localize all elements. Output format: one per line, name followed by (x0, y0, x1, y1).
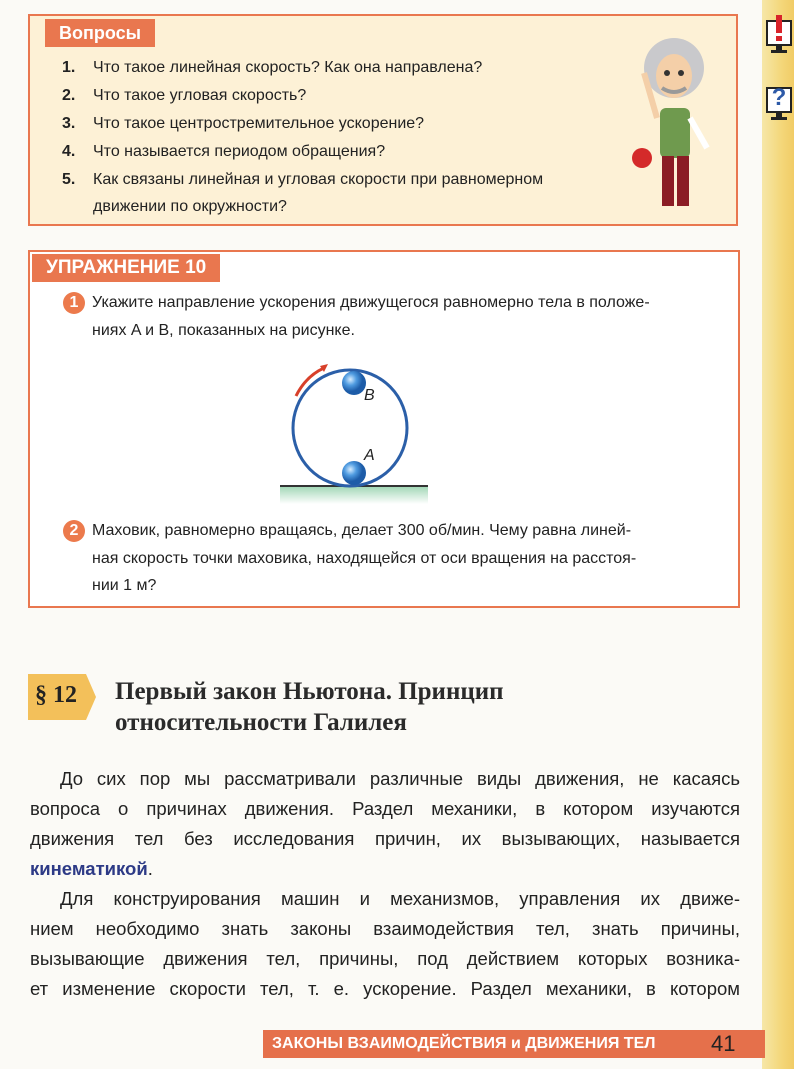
page-number: 41 (711, 1031, 736, 1056)
chapter-title: ЗАКОНЫ ВЗАИМОДЕЙСТВИЯ и ДВИЖЕНИЯ ТЕЛ (272, 1035, 656, 1052)
section-title: Первый закон Ньютона. Принцип относительности Галилея (115, 678, 504, 736)
exercise-box (28, 250, 740, 608)
paragraph-2: Для конструирования машин и механизмов, управления их движе- нием необходимо знать законы взаимодействия тел, знать причины, вызывающие движения тел, причины, под действием которых возника- ет изменение скорости тел, т. е. ускорение. Раздел механики, в котором (30, 888, 740, 999)
ball-a (342, 461, 366, 485)
important-monitor-icon (766, 15, 792, 55)
exercise-header: УПРАЖНЕНИЕ 10 (32, 254, 220, 282)
question-item: 5. Как связаны линейная и угловая скорости при равномерном движении по окружности? (62, 171, 544, 215)
page-edge-strip (762, 0, 794, 1069)
paragraph-1: До сих пор мы рассматривали различные виды движения, не касаясь вопроса о причинах движения. Раздел механики, в котором изучаются движения тел без исследования причин, их вызывающих, называется кинематикой. (30, 768, 740, 879)
exercise-item-text: Маховик, равномерно вращаясь, делает 300 об/мин. Чему равна линей- ная скорость точки маховика, находящейся от оси вращения на расстоя- нии 1 м? (92, 522, 637, 594)
exercise-item-text: Укажите направление ускорения движущегося равномерно тела в положе- ниях A и B, показанных на рисунке. (92, 294, 650, 339)
questions-header: Вопросы (45, 19, 155, 47)
section-number: § 12 (35, 682, 77, 708)
question-monitor-icon (766, 82, 792, 122)
svg-text:?: ? (771, 84, 787, 111)
keyword-kinematics: кинематикой (30, 858, 148, 879)
ball-b (342, 371, 366, 395)
ground (280, 486, 428, 504)
circular-motion-figure (280, 360, 432, 510)
questions-box (28, 14, 738, 226)
scientist-character-illustration (622, 28, 732, 224)
exercise-number: 2 (63, 520, 85, 542)
question-item: 4. Что называется периодом обращения? (62, 143, 386, 160)
direction-arrow (296, 368, 324, 396)
label-b: B (364, 387, 375, 404)
exercise-number: 1 (63, 292, 85, 314)
question-item: 2. Что такое угловая скорость? (62, 87, 307, 104)
question-item: 1. Что такое линейная скорость? Как она направлена? (62, 59, 483, 76)
question-item: 3. Что такое центростремительное ускорение? (62, 115, 425, 132)
label-a: A (364, 447, 375, 464)
section-badge (28, 674, 98, 720)
chapter-footer (263, 1030, 765, 1058)
